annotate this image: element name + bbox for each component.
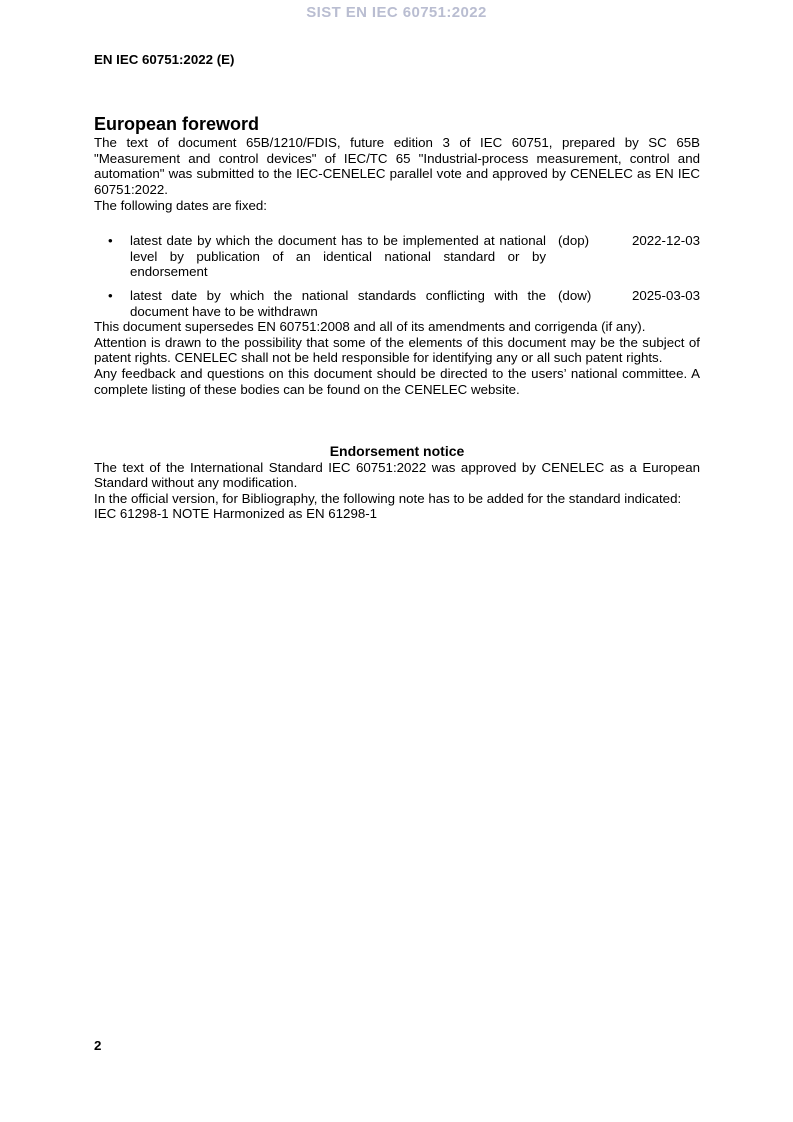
foreword-paragraph-supersedes: This document supersedes EN 60751:2008 and all of its amendments and corrigenda (if any). bbox=[94, 319, 646, 335]
fixed-date-row-dop bbox=[94, 233, 700, 280]
foreword-paragraph-patent: Attention is drawn to the possibility that some of the elements of this document may be the subject of patent rights. CENELEC shall not be held responsible for identifying any or all such patent rights. bbox=[94, 334, 700, 366]
fixed-date-row-dow bbox=[94, 288, 700, 319]
fixed-date-code: (dow) bbox=[558, 287, 592, 303]
endorsement-heading: Endorsement notice bbox=[329, 443, 465, 460]
fixed-date-text: latest date by which the document has to be implemented at national level by publication of an identical national standard or by endorsement bbox=[130, 233, 546, 280]
fixed-date-text: latest date by which the national standards conflicting with the document have to be withdrawn bbox=[130, 287, 546, 319]
foreword-paragraph-1: The text of document 65B/1210/FDIS, future edition 3 of IEC 60751, prepared by SC 65B "Measurement and control devices" of IEC/TC 65 "Industrial-process measurement, control and automation" was submitted to the IEC-CENELEC parallel vote and approved by CENELEC as EN IEC 60751:2022. bbox=[94, 135, 700, 197]
endorsement-paragraph-2: In the official version, for Bibliography, the following note has to be added for the standard indicated: bbox=[94, 490, 682, 506]
page-number: 2 bbox=[94, 1038, 102, 1053]
endorsement-paragraph-1: The text of the International Standard IEC 60751:2022 was approved by CENELEC as a European Standard without any modification. bbox=[94, 459, 700, 491]
foreword-paragraph-feedback: Any feedback and questions on this document should be directed to the users’ national committee. A complete listing of these bodies can be found on the CENELEC website. bbox=[94, 365, 700, 397]
fixed-date-value: 2025-03-03 bbox=[631, 287, 700, 303]
watermark-text: SIST EN IEC 60751:2022 bbox=[306, 4, 487, 21]
bullet-icon: • bbox=[108, 233, 113, 249]
fixed-date-value: 2022-12-03 bbox=[631, 233, 700, 249]
bullet-icon: • bbox=[108, 287, 113, 303]
endorsement-note: IEC 61298-1 NOTE Harmonized as EN 61298-1 bbox=[94, 506, 378, 522]
fixed-date-code: (dop) bbox=[558, 233, 590, 249]
foreword-heading: European foreword bbox=[94, 114, 260, 135]
document-reference-header: EN IEC 60751:2022 (E) bbox=[94, 51, 235, 67]
page-content bbox=[0, 52, 793, 522]
dates-intro: The following dates are fixed: bbox=[94, 197, 267, 213]
fixed-dates-list bbox=[94, 233, 700, 319]
